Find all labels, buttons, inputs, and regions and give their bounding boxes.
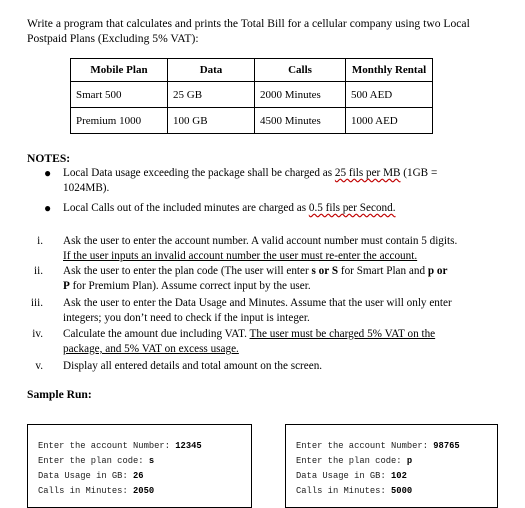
note-text: Local Data usage exceeding the package shall be charged as: [63, 167, 335, 179]
step-item: [27, 234, 497, 264]
step-text: integers; you don’t need to check if the input is integer.: [63, 312, 310, 324]
step-text: package, and 5% VAT on excess usage.: [63, 343, 239, 355]
step-number: i.: [37, 235, 43, 247]
table-cell: 25 GB: [168, 82, 255, 108]
console-line: Calls in Minutes: 2050: [38, 486, 155, 496]
table-header: Monthly Rental: [346, 59, 433, 82]
console-line: Enter the plan code: s: [38, 456, 155, 466]
step-text: Ask the user to enter the Data Usage and Minutes. Assume that the user will only enter: [63, 297, 452, 309]
step-text: Ask the user to enter the plan code (The user will enter: [63, 265, 312, 277]
table-cell: 4500 Minutes: [255, 108, 346, 134]
note-item-calls: [45, 201, 485, 216]
note-text: Local Calls out of the included minutes are charged as: [63, 202, 309, 214]
step-number: ii.: [33, 265, 43, 277]
step-text: Display all entered details and total amount on the screen.: [63, 360, 323, 372]
bullet-icon: ●: [44, 166, 52, 180]
step-text: Calculate the amount due including VAT.: [63, 328, 250, 340]
console-line: Enter the account Number: 98765: [296, 441, 460, 451]
note-item-data: [45, 166, 485, 196]
sample-run-box: [285, 424, 498, 508]
step-item: [27, 264, 497, 294]
step-text: Ask the user to enter the account number. A valid account number must contain 5 digits.: [63, 235, 458, 247]
table-header: Data: [168, 59, 255, 82]
intro-paragraph: Write a program that calculates and prints the Total Bill for a cellular company using two Local Postpaid Plans (Excluding 5% VAT):: [27, 17, 470, 45]
step-text: for Premium Plan). Assume correct input by the user.: [69, 280, 311, 292]
sample-run-box: [27, 424, 252, 508]
plans-table: [70, 58, 433, 134]
console-line: Enter the plan code: p: [296, 456, 413, 466]
bullet-icon: ●: [44, 201, 52, 215]
table-cell: 2000 Minutes: [255, 82, 346, 108]
table-header: Calls: [255, 59, 346, 82]
console-line: Data Usage in GB: 26: [38, 471, 144, 481]
step-code: P: [63, 280, 70, 292]
table-cell: 1000 AED: [346, 108, 433, 134]
console-line: Calls in Minutes: 5000: [296, 486, 413, 496]
note-rate: 25 fils per MB: [334, 167, 401, 179]
table-row: [71, 82, 433, 108]
table-cell: 100 GB: [168, 108, 255, 134]
step-item: [27, 359, 497, 374]
step-item: [27, 327, 497, 357]
table-cell: 500 AED: [346, 82, 433, 108]
note-rate: 0.5 fils per Second.: [308, 202, 396, 214]
step-number: v.: [35, 360, 43, 372]
table-cell: Smart 500: [71, 82, 168, 108]
step-text: The user must be charged 5% VAT on the: [249, 328, 436, 340]
note-text: 1024MB).: [63, 182, 110, 194]
sample-run-title: Sample Run:: [27, 388, 92, 401]
step-number: iii.: [30, 297, 43, 309]
step-text: If the user inputs an invalid account number the user must re-enter the account.: [63, 250, 418, 262]
console-line: Enter the account Number: 12345: [38, 441, 202, 451]
table-row: [71, 108, 433, 134]
step-code: p or: [427, 265, 448, 277]
notes-title: NOTES:: [27, 152, 71, 165]
table-header-row: [71, 59, 433, 82]
step-number: iv.: [32, 328, 43, 340]
console-line: Data Usage in GB: 102: [296, 471, 407, 481]
note-text: (1GB =: [400, 167, 438, 179]
step-text: for Smart Plan and: [338, 265, 428, 277]
step-code: s or S: [311, 265, 339, 277]
table-cell: Premium 1000: [71, 108, 168, 134]
table-header: Mobile Plan: [71, 59, 168, 82]
step-item: [27, 296, 497, 326]
